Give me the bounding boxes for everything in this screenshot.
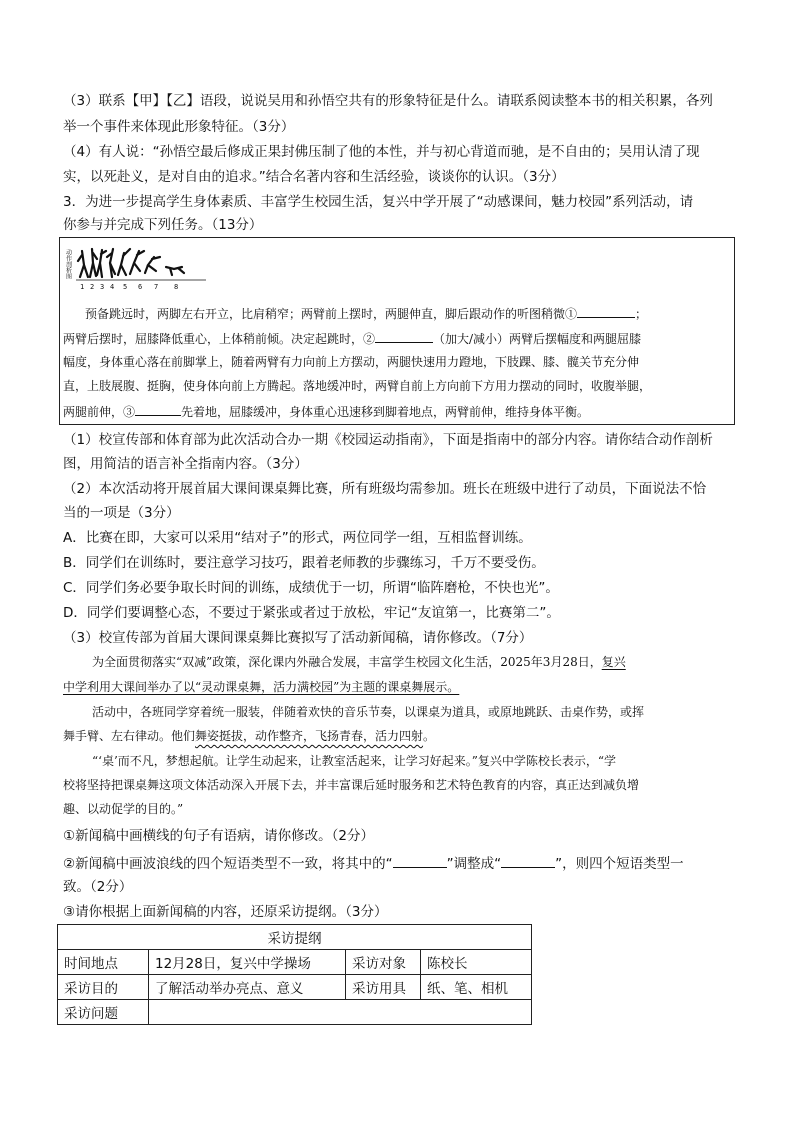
- guide-line-1: [85, 304, 647, 323]
- questions-answer-cell[interactable]: [149, 1000, 532, 1025]
- target-label: 采访对象: [346, 950, 421, 975]
- figure-number: 5: [123, 283, 128, 291]
- guide-text: 两臂后摆时，屈膝降低重心，上体稍前倾。决定起跳时，②: [63, 332, 376, 346]
- blank-2[interactable]: [375, 329, 433, 343]
- question-3-2-line2: 当的一项是（3分）: [63, 505, 180, 521]
- news-text: 为全面贯彻落实“双减”政策，深化课内外融合发展，丰富学生校园文化生活，2025年3月28日，: [92, 655, 602, 669]
- question-2-4-line2: 实，以死赴义，是对自由的追求。”结合名著内容和生活经验，谈谈你的认识。（3分）: [63, 169, 565, 185]
- purpose-value: 了解活动举办亮点、意义: [149, 975, 346, 1000]
- time-place-value: 12月28日，复兴中学操场: [149, 950, 346, 975]
- option-d[interactable]: D．同学们要调整心态，不要过于紧张或者过于放松，牢记“友谊第一，比赛第二”。: [63, 605, 560, 621]
- pose-5: [118, 249, 130, 275]
- guide-line-4: 直，上肢展腹、挺胸，使身体向前上方腾起。落地缓冲时，两臂自前上方向前下方用力摆动的同时，收腹举腿，: [63, 379, 652, 393]
- sub-question-1: ①新闻稿中画横线的句子有语病，请你修改。（2分）: [63, 828, 374, 844]
- target-value: 陈校长: [421, 950, 532, 975]
- pose-4: [107, 249, 115, 277]
- purpose-label: 采访目的: [58, 975, 149, 1000]
- jumper-silhouettes: [78, 249, 184, 277]
- interview-outline-table: [57, 924, 532, 1025]
- sub-text: ②新闻稿中画波浪线的四个短语类型不一致，将其中的“: [63, 856, 393, 872]
- question-3-line2: 你参与并完成下列任务。（13分）: [63, 217, 263, 233]
- tools-value: 纸、笔、相机: [421, 975, 532, 1000]
- sub-question-2-line1: [63, 854, 684, 874]
- question-2-4-line1: （4）有人说：“孙悟空最后修成正果封佛压制了他的本性，并与初心背道而驰，是不自由的；吴用认清了现: [63, 144, 700, 160]
- outline-title: 采访提纲: [58, 925, 532, 950]
- news-p1-line2-underlined: 中学利用大课间举办了以“灵动课桌舞，活力满校园”为主题的课桌舞展示。: [63, 680, 460, 694]
- sub-text: ”，则四个短语类型一: [555, 856, 684, 872]
- pose-6: [130, 251, 144, 274]
- question-3-1-line1: （1）校宣传部和体育部为此次活动合办一期《校园运动指南》，下面是指南中的部分内容。请你结合动作剖析: [63, 432, 713, 448]
- option-c[interactable]: C．同学们务必要争取长时间的训练，成绩优于一切，所谓“临阵磨枪，不快也光”。: [63, 580, 559, 596]
- blank-1[interactable]: [577, 304, 635, 318]
- pose-3: [97, 250, 106, 277]
- figure-side-label: 动作剖析图: [64, 249, 72, 279]
- news-wavy-phrases: 舞姿挺拔，动作整齐，飞扬青春，活力四射: [195, 729, 424, 743]
- figure-number: 4: [110, 283, 115, 291]
- figure-number: 8: [174, 283, 179, 291]
- news-p2-line1: 活动中，各班同学穿着统一服装，伴随着欢快的音乐节奏，以课桌为道具，或原地跳跃、击桌作势，或挥: [92, 705, 645, 719]
- pose-2: [90, 249, 97, 277]
- guide-text: 两腿前伸，③: [63, 405, 136, 419]
- blank-3[interactable]: [135, 402, 181, 416]
- sub-text: ”调整成“: [446, 856, 502, 872]
- question-3-3-intro: （3）校宣传部为首届大课间课桌舞比赛拟写了活动新闻稿，请你修改。（7分）: [63, 630, 533, 646]
- pose-1: [78, 251, 88, 277]
- news-underlined: 复兴: [601, 655, 626, 669]
- question-3-2-line1: （2）本次活动将开展首届大课间课桌舞比赛，所有班级均需参加。班长在班级中进行了动员，下面说法不恰: [63, 481, 707, 497]
- news-text: 舞手臂、左右律动。他们: [63, 729, 196, 743]
- figure-number: 3: [100, 283, 105, 291]
- sub-question-3: ③请你根据上面新闻稿的内容，还原采访提纲。（3分）: [63, 904, 388, 920]
- pose-7: [145, 257, 160, 273]
- blank-phrase-to[interactable]: [501, 854, 555, 868]
- tools-label: 采访用具: [346, 975, 421, 1000]
- guide-line-3: 幅度，身体重心落在前脚掌上，随着两臂有力向前上方摆动，两腿快速用力蹬地，下肢踝、膝、髋关节充分伸: [63, 355, 640, 369]
- guide-text: 预备跳远时，两脚左右开立，比肩稍窄；两臂前上摆时，两腿伸直，脚后跟动作的听图稍微①: [85, 307, 578, 321]
- sub-question-2-line2: 致。（2分）: [63, 879, 133, 895]
- news-p3-line3: 趣、以动促学的目的。”: [63, 802, 184, 816]
- news-p3-line1: “‘桌’而不凡，梦想起航。让学生动起来，让教室活起来，让学习好起来。”复兴中学陈校长表示，“学: [92, 754, 617, 768]
- news-p2-line2: [63, 727, 435, 745]
- time-place-label: 时间地点: [58, 950, 149, 975]
- blank-phrase-from[interactable]: [393, 854, 447, 868]
- option-b[interactable]: B．同学们在训练时，要注意学习技巧，跟着老师教的步骤练习，千万不要受伤。: [63, 555, 545, 571]
- questions-label: 采访问题: [58, 1000, 149, 1025]
- news-p3-line2: 校将坚持把课桌舞这项文体活动深入开展下去，并丰富课后延时服务和艺术特色教育的内容，真正达到减负增: [63, 778, 640, 792]
- figure-number: 1: [80, 283, 85, 291]
- question-2-3-line2: 举一个事件来体现此形象特征。（3分）: [63, 119, 295, 135]
- guide-text: （加大/减小）两臂后摆幅度和两腿屈膝: [433, 332, 642, 346]
- guide-line-5: [63, 402, 589, 421]
- guide-text: ；: [635, 307, 648, 321]
- news-p1-line1: [92, 653, 626, 671]
- jump-figure: [66, 241, 216, 297]
- news-text: 。: [423, 729, 436, 743]
- figure-number: 2: [90, 283, 95, 291]
- figure-number: 6: [138, 283, 143, 291]
- question-3-line1: 3．为进一步提高学生身体素质、丰富学生校园生活，复兴中学开展了“动感课间，魅力校园”系列活动，请: [63, 194, 694, 210]
- question-2-3-line1: （3）联系【甲】【乙】语段，说说吴用和孙悟空共有的形象特征是什么。请联系阅读整本书的相关积累，各列: [63, 93, 713, 109]
- figure-number: 7: [154, 283, 159, 291]
- question-3-1-line2: 图，用简洁的语言补全指南内容。（3分）: [63, 456, 308, 472]
- pose-8: [166, 267, 184, 275]
- guide-line-2: [63, 329, 641, 348]
- option-a[interactable]: A．比赛在即，大家可以采用“结对子”的形式，两位同学一组，互相监督训练。: [63, 530, 532, 546]
- guide-text: 先着地，屈膝缓冲，身体重心迅速移到脚着地点，两臂前伸，维持身体平衡。: [181, 405, 590, 419]
